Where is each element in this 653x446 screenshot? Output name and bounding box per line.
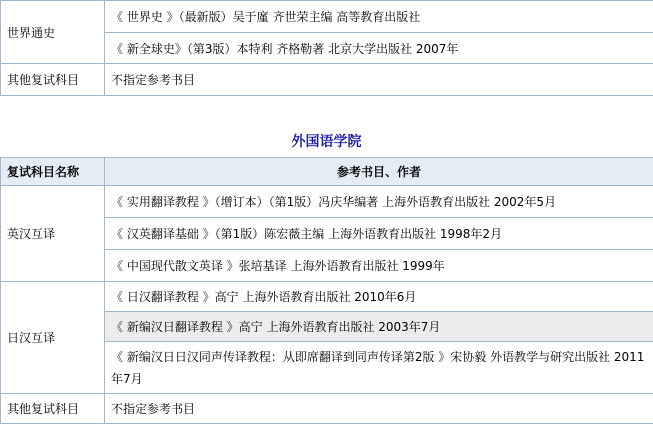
header-subject-name: 复试科目名称 <box>1 158 105 186</box>
section-spacer <box>0 96 653 127</box>
category-cell-other: 其他复试科目 <box>1 394 105 424</box>
category-cell-ja-zh: 日汉互译 <box>1 282 105 394</box>
section-title: 外国语学院 <box>291 134 362 150</box>
category-cell-en-zh: 英汉互译 <box>1 186 105 282</box>
book-item: 《 日汉翻译教程 》高宁 上海外语教育出版社 2010年6月 <box>105 282 653 312</box>
book-item: 《 世界史 》（最新版）吴于廑 齐世荣主编 高等教育出版社 <box>105 1 653 33</box>
book-item: 《 中国现代散文英译 》张培基译 上海外语教育出版社 1999年 <box>105 250 653 282</box>
foreign-languages-reference-table <box>0 157 653 424</box>
category-cell-other: 其他复试科目 <box>1 64 105 96</box>
book-item: 《 实用翻译教程 》（增订本）（第1版）冯庆华编著 上海外语教育出版社 2002年5月 <box>105 186 653 218</box>
book-item: 不指定参考书目 <box>105 64 653 96</box>
book-item: 《 新编汉日翻译教程 》高宁 上海外语教育出版社 2003年7月 <box>105 312 653 342</box>
book-item: 不指定参考书目 <box>105 394 653 424</box>
book-item: 《 汉英翻译基础 》（第1版）陈宏薇主编 上海外语教育出版社 1998年2月 <box>105 218 653 250</box>
category-cell-world-history: 世界通史 <box>1 1 105 64</box>
book-item: 《 新编汉日日汉同声传译教程：从即席翻译到同声传译第2版 》宋协毅 外语教学与研究出版社 2011年7月 <box>105 342 653 394</box>
book-item: 《 新全球史》（第3版）本特利 齐格勒著 北京大学出版社 2007年 <box>105 33 653 64</box>
header-books-authors: 参考书目、作者 <box>105 158 653 186</box>
table-header-row <box>1 158 653 186</box>
top-reference-table <box>0 0 653 96</box>
